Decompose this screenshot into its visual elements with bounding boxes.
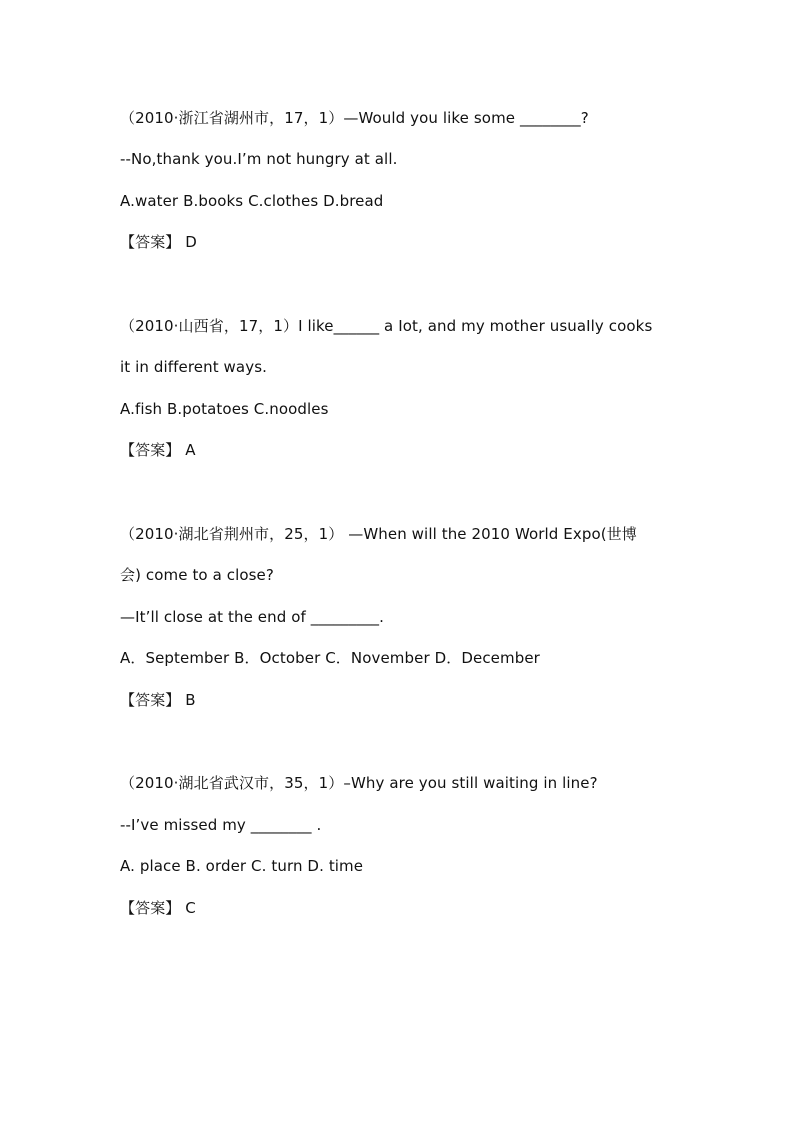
- question-3-options: A．September B．October C．November D．December: [120, 649, 540, 667]
- question-1-response: --No,thank you.I’m not hungry at all.: [120, 150, 398, 168]
- question-3-answer: 【答案】 B: [120, 691, 196, 709]
- question-2-answer: 【答案】 A: [120, 441, 196, 459]
- question-1-answer: 【答案】 D: [120, 233, 197, 251]
- question-4-response: --I’ve missed my ________ .: [120, 816, 322, 834]
- question-3-stem: （2010·湖北省荆州市，25，1） —When will the 2010 World Expo(世博: [120, 525, 637, 543]
- question-3-response: —It’ll close at the end of _________.: [120, 608, 385, 626]
- question-4-options: A. place B. order C. turn D. time: [120, 857, 364, 875]
- question-2-stem: （2010·山西省，17，1）I like______ a Iot, and my mother usuaIly cooks: [120, 317, 653, 335]
- question-2-stem-continued: it in different ways.: [120, 358, 267, 376]
- question-2-options: A.fish B.potatoes C.noodles: [120, 400, 329, 418]
- question-1-options: A.water B.books C.clothes D.bread: [120, 192, 384, 210]
- question-4-answer: 【答案】 C: [120, 899, 196, 917]
- question-4-stem: （2010·湖北省武汉市，35，1）–Why are you still waiting in line?: [120, 774, 598, 792]
- question-3-stem-continued: 会) come to a close?: [120, 566, 274, 584]
- question-1-stem: （2010·浙江省湖州市，17，1）—Would you like some ________?: [120, 109, 589, 127]
